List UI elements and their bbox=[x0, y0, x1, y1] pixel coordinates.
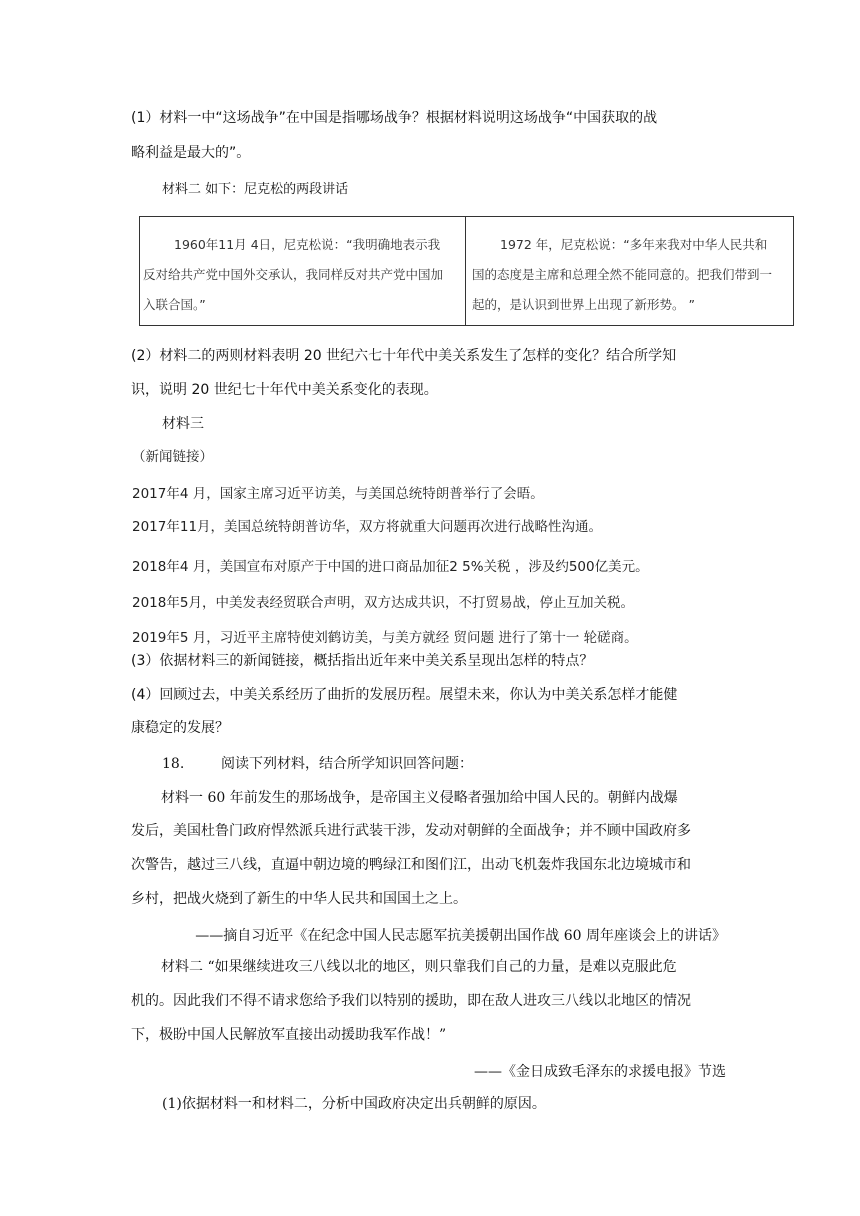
quote-right-line2: 国的态度是主席和总理全然不能同意的。把我们带到一 bbox=[472, 267, 773, 282]
quote-left-line3: 入联合国。” bbox=[143, 297, 206, 312]
material-3-heading: 材料三 bbox=[162, 416, 204, 432]
q18-material-2-line3: 下，极盼中国人民解放军直接出动援助我军作战！” bbox=[131, 1027, 447, 1043]
q18-material-2-line2: 机的。因此我们不得不请求您给予我们以特别的援助，即在敌人进攻三八线以北地区的情况 bbox=[131, 993, 691, 1009]
quote-left-line1: 1960年11月 4日，尼克松说：“我明确地表示我 bbox=[174, 237, 441, 252]
q1-text-line2: 略利益是最大的”。 bbox=[131, 145, 251, 161]
quote-right-line1: 1972 年，尼克松说：“多年来我对中华人民共和 bbox=[500, 237, 768, 252]
q18-material-1-line3: 次警告，越过三八线，直逼中朝边境的鸭绿江和图们江，出动飞机轰炸我国东北边境城市和 bbox=[131, 857, 691, 873]
q4-text-line2: 康稳定的发展？ bbox=[131, 720, 229, 736]
q1-text-line1: (1）材料一中“这场战争”在中国是指哪场战争？根据材料说明这场战争“中国获取的战 bbox=[131, 110, 658, 126]
news-item: 2019年5 月，习近平主席特使刘鹤访美，与美方就经 贸问题 进行了第十一 轮磋商。 bbox=[132, 630, 638, 646]
news-item: 2017年4 月，国家主席习近平访美，与美国总统特朗普举行了会晤。 bbox=[132, 486, 544, 502]
q18-material-1-line2: 发后，美国杜鲁门政府悍然派兵进行武装干涉，发动对朝鲜的全面战争；并不顾中国政府多 bbox=[131, 823, 691, 839]
news-item: 2017年11月，美国总统特朗普访华，双方将就重大问题再次进行战略性沟通。 bbox=[132, 519, 603, 535]
nixon-quote-1960 bbox=[140, 217, 466, 325]
q18-question-1: (1)依据材料一和材料二，分析中国政府决定出兵朝鲜的原因。 bbox=[162, 1096, 546, 1112]
news-link-header: （新闻链接） bbox=[132, 449, 213, 465]
nixon-quote-1972 bbox=[466, 217, 793, 325]
q18-material-2-source: ——《金日成致毛泽东的求援电报》节选 bbox=[474, 1064, 726, 1080]
question-18-instruction: 阅读下列材料，结合所学知识回答问题： bbox=[221, 756, 473, 772]
q3-text: (3）依据材料三的新闻链接，概括指出近年来中美关系呈现出怎样的特点？ bbox=[131, 653, 594, 669]
quote-right-line3: 起的，是认识到世界上出现了新形势。 ” bbox=[472, 297, 695, 312]
news-item: 2018年4 月，美国宣布对原产于中国的进口商品加征2 5%关税 ，涉及约500亿美元。 bbox=[132, 559, 649, 575]
q18-material-1-line4: 乡村，把战火烧到了新生的中华人民共和国国土之上。 bbox=[131, 891, 467, 907]
q18-material-1-line1: 材料一 60 年前发生的那场战争，是帝国主义侵略者强加给中国人民的。朝鲜内战爆 bbox=[161, 790, 678, 806]
q18-material-2-line1: 材料二 “如果继续进攻三八线以北的地区，则只靠我们自己的力量，是难以克服此危 bbox=[161, 959, 677, 975]
question-18-number: 18. bbox=[162, 756, 185, 772]
q2-text-line1: (2）材料二的两则材料表明 20 世纪六七十年代中美关系发生了怎样的变化？结合所学知 bbox=[131, 348, 677, 364]
q18-material-1-source: ——摘自习近平《在纪念中国人民志愿军抗美援朝出国作战 60 周年座谈会上的讲话》 bbox=[195, 928, 726, 944]
material-2-heading: 材料二 如下：尼克松的两段讲话 bbox=[162, 182, 349, 197]
news-item: 2018年5月，中美发表经贸联合声明，双方达成共识，不打贸易战，停止互加关税。 bbox=[132, 595, 634, 611]
q4-text-line1: (4）回顾过去，中美关系经历了曲折的发展历程。展望未来，你认为中美关系怎样才能健 bbox=[131, 687, 678, 703]
quote-left-line2: 反对给共产党中国外交承认，我同样反对共产党中国加 bbox=[143, 267, 444, 282]
q2-text-line2: 识，说明 20 世纪七十年代中美关系变化的表现。 bbox=[131, 382, 438, 398]
nixon-quotes-table bbox=[139, 216, 794, 326]
